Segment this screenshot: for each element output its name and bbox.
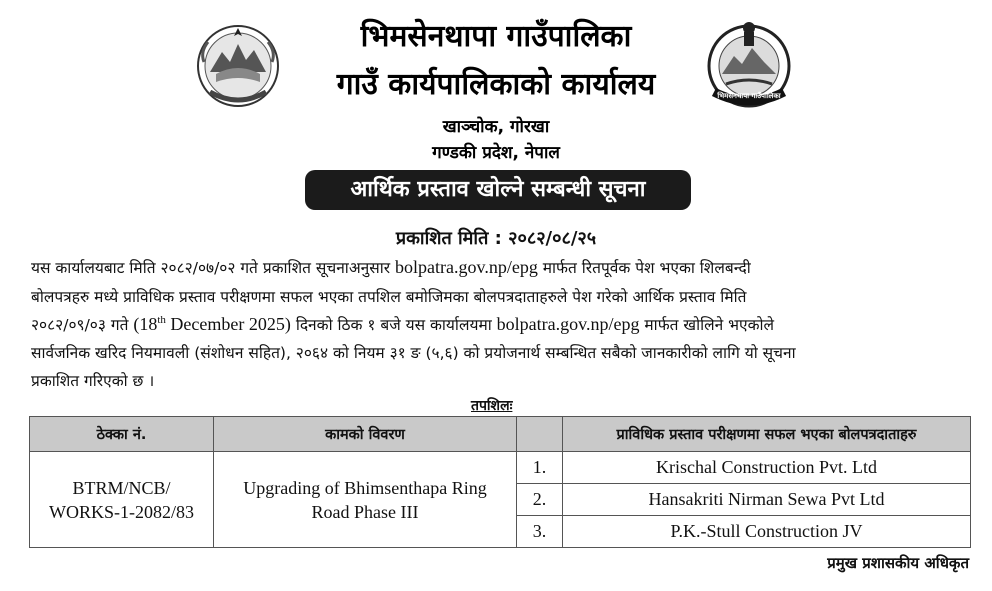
paragraph-line-4: सार्वजनिक खरिद नियमावली (संशोधन सहित), २०६४ को नियम ३१ ङ (५,६) को प्रयोजनार्थ सम्बन्धित सबैको जानकारीको लागि यो सूचना bbox=[31, 344, 796, 362]
contract-number bbox=[30, 452, 214, 548]
address-line-2: गण्डकी प्रदेश, नेपाल bbox=[432, 143, 560, 163]
paragraph-text: मार्फत रितपूर्वक पेश भएका शिलबन्दी bbox=[542, 259, 751, 277]
published-label: प्रकाशित मिति bbox=[395, 228, 489, 249]
english-date bbox=[133, 314, 291, 334]
bidder-name: P.K.-Stull Construction JV bbox=[563, 516, 971, 548]
paragraph-line-5: प्रकाशित गरिएको छ । bbox=[31, 372, 155, 390]
header-qualified-bidders: प्राविधिक प्रस्ताव परीक्षणमा सफल भएका बोलपत्रदाताहरु bbox=[563, 417, 971, 452]
paragraph-text: २०८२/०९/०३ गते bbox=[31, 316, 129, 334]
published-date-value: २०८२/०८/२५ bbox=[508, 228, 597, 249]
work-description-line: Upgrading of Bhimsenthapa Ring bbox=[243, 477, 487, 498]
header-work-description: कामको विवरण bbox=[214, 417, 517, 452]
seal-caption: भिमसेनथापा गाउँपालिका bbox=[717, 92, 781, 100]
contract-number-line: WORKS-1-2082/83 bbox=[49, 501, 194, 522]
table-header-row bbox=[30, 417, 971, 452]
table-caption: तपशिलः bbox=[471, 398, 513, 414]
paragraph-line-1 bbox=[31, 256, 970, 278]
bidder-name: Krischal Construction Pvt. Ltd bbox=[563, 452, 971, 484]
published-separator: : bbox=[494, 228, 509, 249]
notice-title-banner: आर्थिक प्रस्ताव खोल्ने सम्बन्धी सूचना bbox=[305, 170, 691, 210]
published-date bbox=[0, 226, 992, 250]
address-line-1: खाञ्चोक, गोरखा bbox=[442, 117, 550, 137]
bolpatra-link[interactable]: bolpatra.gov.np/epg bbox=[496, 314, 640, 334]
header-serial bbox=[517, 417, 563, 452]
bidder-serial: 1. bbox=[517, 452, 563, 484]
signatory-title: प्रमुख प्रशासकीय अधिकृत bbox=[827, 554, 969, 572]
bidders-table bbox=[29, 416, 971, 548]
municipality-name: भिमसेनथापा गाउँपालिका bbox=[360, 19, 632, 54]
english-date-day: (18 bbox=[133, 314, 158, 334]
paragraph-line-3 bbox=[31, 313, 970, 335]
paragraph-text: यस कार्यालयबाट मिति २०८२/०७/०२ गते प्रकाशित सूचनाअनुसार bbox=[31, 259, 391, 277]
work-description bbox=[214, 452, 517, 548]
english-date-rest: December 2025) bbox=[165, 314, 291, 334]
contract-number-line: BTRM/NCB/ bbox=[72, 477, 171, 498]
paragraph-text: मार्फत खोलिने भएकोले bbox=[644, 316, 775, 334]
bidder-serial: 3. bbox=[517, 516, 563, 548]
table-row bbox=[30, 452, 971, 484]
header-contract-no: ठेक्का नं. bbox=[30, 417, 214, 452]
english-date-suffix: th bbox=[157, 314, 166, 326]
office-name: गाउँ कार्यपालिकाको कार्यालय bbox=[336, 67, 656, 102]
paragraph-text: दिनको ठिक १ बजे यस कार्यालयमा bbox=[295, 316, 492, 334]
paragraph-line-2: बोलपत्रहरु मध्ये प्राविधिक प्रस्ताव परीक्षणमा सफल भएका तपशिल बमोजिमका बोलपत्रदाताहरुले पेश गरेको आर्थिक प्रस्ताव मिति bbox=[31, 288, 747, 306]
bidder-serial: 2. bbox=[517, 484, 563, 516]
bolpatra-link[interactable]: bolpatra.gov.np/epg bbox=[395, 257, 538, 277]
bidder-name: Hansakriti Nirman Sewa Pvt Ltd bbox=[563, 484, 971, 516]
work-description-line: Road Phase III bbox=[311, 501, 419, 522]
